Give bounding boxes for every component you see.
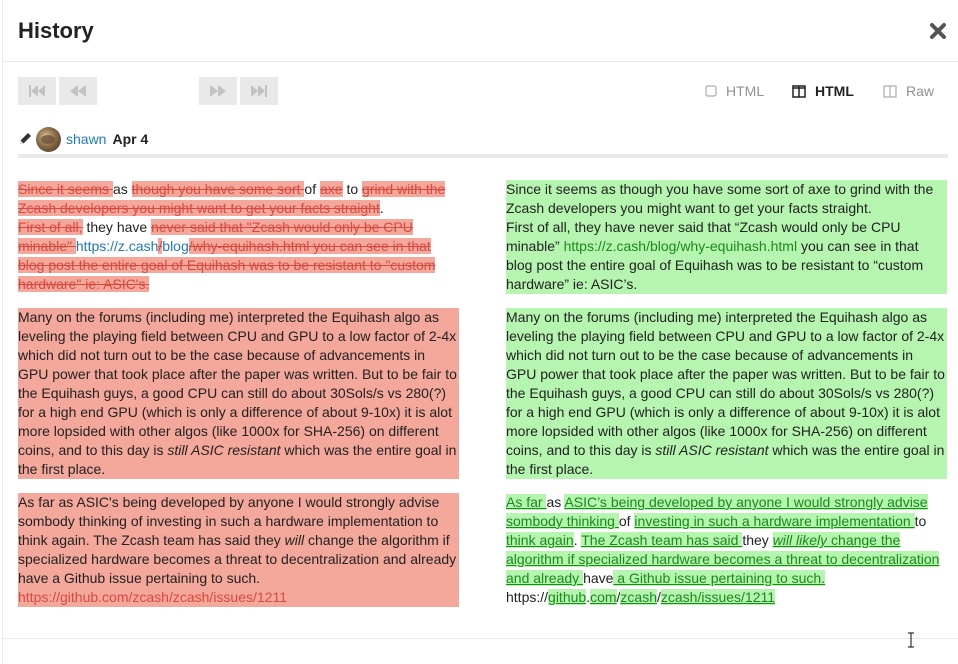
deleted-text: never said that "Zcash would only be CPU minable" xyxy=(18,219,413,254)
revision-date: Apr 4 xyxy=(112,131,149,147)
current-version-column xyxy=(506,180,947,621)
link-fragment[interactable]: https:// xyxy=(75,238,118,254)
deleted-text: Since it seems xyxy=(18,181,113,197)
unchanged-text: https:// xyxy=(506,589,549,605)
link-fragment[interactable]: z.cash xyxy=(117,238,159,254)
raw-view-label: Raw xyxy=(906,83,935,99)
paragraph-text: Many on the forums (including me) interpreted the Equihash algo as leveling the playing field between CPU and GPU to a low factor of 2-4x which did not turn out to be the case because of advancements in GPU power that took place after the paper was written. But to be fair to the Equihash guys, a good CPU can still do about 30Sols/s vs 280(?) for a high end GPU (which is only a difference of about 9-10x) it is alot more lopsided with other algos (like 1000x for SHA-256) on different coins, and to this day is xyxy=(18,309,457,458)
columns-icon xyxy=(792,85,806,98)
unchanged-text: as xyxy=(112,181,128,197)
fast-backward-icon xyxy=(29,85,45,97)
emphasis-text: still ASIC resistant xyxy=(655,442,769,458)
link-fragment[interactable]: blog xyxy=(162,238,189,254)
revision-info xyxy=(18,125,148,153)
deleted-text: why-equihash.html you can see in that blog post the entire goal of Equihash was to be resistant to "custom hardware" ie: ASIC's. xyxy=(18,238,436,292)
deleted-text: / xyxy=(158,238,163,254)
unchanged-text: have xyxy=(583,570,614,586)
unchanged-text: of xyxy=(618,513,631,529)
previous-revision-button[interactable] xyxy=(59,77,97,105)
diff-paragraph xyxy=(18,308,459,479)
inserted-text: a Github issue pertaining to such. xyxy=(613,570,826,586)
modal-title: History xyxy=(18,18,94,43)
side-by-side-view-toggle[interactable] xyxy=(792,83,854,99)
modal-footer-divider xyxy=(3,638,958,639)
deleted-text: First of all, xyxy=(18,219,83,235)
paragraph-text: change the algorithm if specialized hardware becomes a threat to decentralization and already have a Github issue pertaining to such. xyxy=(18,532,457,586)
paragraph-text: Many on the forums (including me) interpreted the Equihash algo as leveling the playing field between CPU and GPU to a low factor of 2-4x which did not turn out to be the case because of advancements in GPU power that took place after the paper was written. But to be fair to the Equihash guys, a good CPU can still do about 30Sols/s vs 280(?) for a high end GPU (which is only a difference of about 9-10x) it is alot more lopsided with other algos (like 1000x for SHA-256) on different coins, and to this day is xyxy=(506,309,945,458)
inline-view-toggle[interactable] xyxy=(705,83,764,99)
deleted-text: / xyxy=(188,238,193,254)
inserted-text: investing in such a hardware implementation xyxy=(634,513,915,529)
inserted-text: change the algorithm if specialized hardware becomes a threat to decentralization and already xyxy=(506,532,940,586)
inserted-text: As far xyxy=(506,494,547,510)
unchanged-text: / xyxy=(657,589,661,605)
diff-paragraph xyxy=(18,180,459,294)
unchanged-text: they have xyxy=(82,219,152,235)
deleted-text: grind with the Zcash developers you might want to get your facts straight xyxy=(18,181,446,216)
diff-paragraph xyxy=(506,493,947,607)
unchanged-text: . xyxy=(586,589,591,605)
paragraph-text: you can see in that blog post the entire goal of Equihash was to be resistant to “custom hardware” ie: ASIC’s. xyxy=(506,238,924,292)
last-revision-button[interactable] xyxy=(240,77,278,105)
paragraph-text: As far as ASIC's being developed by anyone I would strongly advise sombody thinking of investing in such a hardware implementation to think again. The Zcash team has said they xyxy=(18,494,440,548)
close-icon[interactable] xyxy=(927,20,949,42)
diff-paragraph xyxy=(506,180,947,294)
inserted-text: zcash xyxy=(620,589,657,605)
paragraph-text: which was the entire goal in the first place. xyxy=(506,442,945,477)
unchanged-text: . xyxy=(573,532,582,548)
divider xyxy=(18,154,948,158)
deleted-text: axe xyxy=(319,181,343,197)
unchanged-text: they xyxy=(742,532,773,548)
paragraph-text: which was the entire goal in the first place. xyxy=(18,442,457,477)
modal-header xyxy=(3,0,958,62)
inline-view-label: HTML xyxy=(726,83,765,99)
inserted-text: com xyxy=(590,589,617,605)
fast-forward-icon xyxy=(251,85,267,97)
diff-paragraph xyxy=(18,493,459,607)
equihash-blog-link[interactable]: https://z.cash/blog/why-equihash.html xyxy=(563,238,798,254)
avatar[interactable] xyxy=(36,127,61,152)
username-link[interactable]: shawn xyxy=(66,131,107,147)
raw-view-toggle[interactable] xyxy=(883,83,934,99)
next-revision-button[interactable] xyxy=(199,77,237,105)
previous-version-column xyxy=(18,180,459,621)
text-cursor-icon xyxy=(906,632,916,648)
diff-paragraph xyxy=(506,308,947,479)
unchanged-text: . xyxy=(379,200,384,216)
raw-columns-icon xyxy=(883,85,897,98)
emphasis-text: will xyxy=(284,532,305,548)
pencil-icon xyxy=(18,132,32,146)
github-issue-link[interactable]: https://github.com/zcash/zcash/issues/1211 xyxy=(18,589,287,605)
inserted-text: think again xyxy=(506,532,574,548)
backward-icon xyxy=(70,85,86,97)
emphasis-text: still ASIC resistant xyxy=(167,442,281,458)
first-revision-button[interactable] xyxy=(18,77,56,105)
forward-icon xyxy=(210,85,226,97)
unchanged-text: as xyxy=(546,494,562,510)
revision-nav xyxy=(3,62,958,122)
deleted-text: though you have some sort xyxy=(131,181,305,197)
inserted-text: ASIC’s being developed by anyone I would strongly advise sombody thinking xyxy=(506,494,928,529)
inserted-text: github xyxy=(548,589,587,605)
inline-view-icon xyxy=(705,85,717,97)
inserted-text: zcash/issues/1211 xyxy=(660,589,776,605)
side-by-side-view-label: HTML xyxy=(815,83,854,99)
history-modal xyxy=(2,0,958,664)
paragraph-text: Since it seems as though you have some sort of axe to grind with the Zcash developers you might want to get your facts straight. xyxy=(506,181,934,216)
paragraph-text: First of all, they have never said that “Zcash would only be CPU minable” xyxy=(506,219,901,254)
unchanged-text: to xyxy=(914,513,927,529)
inserted-emphasis: will likely xyxy=(772,532,828,548)
inserted-text: The Zcash team has said xyxy=(581,532,743,548)
unchanged-text: / xyxy=(616,589,621,605)
unchanged-text: of xyxy=(304,181,317,197)
unchanged-text: to xyxy=(342,181,363,197)
